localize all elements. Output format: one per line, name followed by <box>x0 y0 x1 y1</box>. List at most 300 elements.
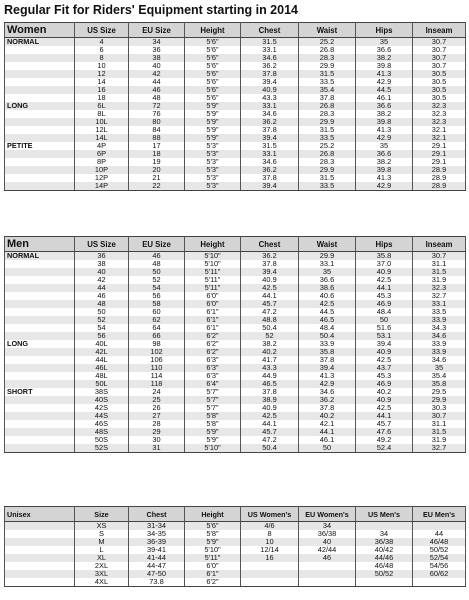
table-cell: 54 <box>75 324 129 332</box>
table-cell: 84 <box>129 126 185 134</box>
fit-group-label <box>5 380 75 388</box>
table-cell: 46 <box>129 86 185 94</box>
fit-group-label <box>5 110 75 118</box>
table-cell: 36 <box>129 46 185 54</box>
table-cell: 29.5 <box>413 388 466 396</box>
table-cell: 36 <box>75 252 129 261</box>
table-cell: 5'11" <box>185 268 241 276</box>
table-cell: 5'3" <box>185 182 241 191</box>
fit-group-label <box>5 94 75 102</box>
table-cell: 26.8 <box>299 46 356 54</box>
column-header: US Size <box>75 237 129 252</box>
table-cell: 5'10" <box>185 260 241 268</box>
table-cell: 31-34 <box>129 522 185 531</box>
table-cell: 114 <box>129 372 185 380</box>
table-row <box>5 110 466 118</box>
table-cell: 29.1 <box>413 142 466 150</box>
table-cell: 12L <box>75 126 129 134</box>
fit-group-label <box>5 308 75 316</box>
table-cell: 36.6 <box>356 46 413 54</box>
table-cell: 38.2 <box>356 54 413 62</box>
table-cell: 44.5 <box>299 308 356 316</box>
table-cell: 106 <box>129 356 185 364</box>
table-cell: 34 <box>129 38 185 47</box>
table-cell: 52.4 <box>356 444 413 453</box>
table-cell: 31.1 <box>413 420 466 428</box>
table-cell: 45.7 <box>356 420 413 428</box>
table-cell: 40 <box>129 62 185 70</box>
table-cell: 33.1 <box>299 260 356 268</box>
table-cell: 30.7 <box>413 46 466 54</box>
table-row <box>5 578 466 587</box>
table-cell: 4P <box>75 142 129 150</box>
table-cell: 48 <box>129 260 185 268</box>
table-cell: 38 <box>129 54 185 62</box>
table-cell: 38.2 <box>356 158 413 166</box>
table-cell: 34.3 <box>413 324 466 332</box>
table-row <box>5 348 466 356</box>
fit-group-label <box>5 436 75 444</box>
table-cell: 5'6" <box>185 86 241 94</box>
table-cell: 5'11" <box>185 554 241 562</box>
table-cell: 40.9 <box>241 276 299 284</box>
fit-group-label <box>5 70 75 78</box>
table-cell: 30.5 <box>413 70 466 78</box>
table-cell: 35 <box>413 364 466 372</box>
table-row <box>5 324 466 332</box>
table-row <box>5 308 466 316</box>
column-header: US Men's <box>356 507 413 522</box>
fit-group-label <box>5 554 75 562</box>
table-cell: 98 <box>129 340 185 348</box>
table-cell: 34-35 <box>129 530 185 538</box>
table-cell: 38 <box>75 260 129 268</box>
table-cell: 44 <box>129 78 185 86</box>
fit-group-label <box>5 126 75 134</box>
table-cell: 80 <box>129 118 185 126</box>
table-cell: 6P <box>75 150 129 158</box>
table-cell: 42.5 <box>356 356 413 364</box>
table-cell: 31.9 <box>413 276 466 284</box>
table-cell: 45.3 <box>356 372 413 380</box>
table-cell: 21 <box>129 174 185 182</box>
table-cell: 33.1 <box>241 102 299 110</box>
table-cell: 5'9" <box>185 134 241 142</box>
table-cell: 5'10" <box>185 546 241 554</box>
table-cell: 6'2" <box>185 578 241 587</box>
table-cell: 36.6 <box>299 276 356 284</box>
table-cell: 110 <box>129 364 185 372</box>
table-row <box>5 546 466 554</box>
table-cell: 5'3" <box>185 142 241 150</box>
table-cell: 40/42 <box>356 546 413 554</box>
table-row <box>5 78 466 86</box>
table-cell: 5'9" <box>185 436 241 444</box>
table-cell: 39.8 <box>356 62 413 70</box>
table-cell: 42 <box>75 276 129 284</box>
table-row <box>5 252 466 261</box>
table-header-row <box>5 507 466 522</box>
section-title: Women <box>5 23 75 38</box>
fit-group-label <box>5 316 75 324</box>
table-cell: 42.5 <box>241 284 299 292</box>
table-cell: 6'3" <box>185 372 241 380</box>
table-cell: 5'6" <box>185 38 241 47</box>
table-cell: 5'8" <box>185 420 241 428</box>
fit-group-label <box>5 428 75 436</box>
table-cell: 5'9" <box>185 428 241 436</box>
table-cell: 46.9 <box>356 300 413 308</box>
table-cell: 14P <box>75 182 129 191</box>
table-cell: 50 <box>75 308 129 316</box>
table-cell: 37.8 <box>241 260 299 268</box>
table-cell: 5'3" <box>185 158 241 166</box>
fit-group-label <box>5 284 75 292</box>
table-cell: 30.7 <box>413 38 466 47</box>
table-cell: 36.2 <box>241 252 299 261</box>
table-row <box>5 380 466 388</box>
table-cell: 40.9 <box>241 404 299 412</box>
table-cell: 50 <box>356 316 413 324</box>
table-cell: 44S <box>75 412 129 420</box>
fit-group-label <box>5 182 75 191</box>
table-cell: 53.1 <box>356 332 413 340</box>
table-cell: 5'7" <box>185 404 241 412</box>
table-row <box>5 54 466 62</box>
table-cell: 54 <box>129 284 185 292</box>
table-cell: 33.5 <box>299 182 356 191</box>
table-cell: 88 <box>129 134 185 142</box>
table-header-row <box>5 23 466 38</box>
table-cell: 46 <box>299 554 356 562</box>
table-cell: 38.2 <box>356 110 413 118</box>
table-cell: 60/62 <box>413 570 466 578</box>
table-cell: 43.3 <box>241 94 299 102</box>
section-title: Unisex <box>5 507 75 522</box>
table-cell: 39.8 <box>356 166 413 174</box>
table-cell: 42.9 <box>356 78 413 86</box>
table-cell: 5'7" <box>185 396 241 404</box>
table-cell: 51.6 <box>356 324 413 332</box>
table-row <box>5 444 466 453</box>
table-cell: 50.4 <box>241 324 299 332</box>
fit-group-label <box>5 570 75 578</box>
fit-group-label <box>5 396 75 404</box>
column-header: Height <box>185 507 241 522</box>
table-cell: 40.2 <box>299 412 356 420</box>
table-cell: 6'1" <box>185 308 241 316</box>
table-cell: 14L <box>75 134 129 142</box>
table-cell: 12 <box>75 70 129 78</box>
table-cell: 47.2 <box>241 308 299 316</box>
table-cell: 34 <box>356 530 413 538</box>
table-cell: 12P <box>75 174 129 182</box>
table-cell: 10 <box>241 538 299 546</box>
table-cell: 39.4 <box>241 78 299 86</box>
fit-group-label: LONG <box>5 340 75 348</box>
table-cell: 42S <box>75 404 129 412</box>
table-cell: 40.9 <box>356 348 413 356</box>
table-cell: 5'9" <box>185 126 241 134</box>
column-header: Inseam <box>413 237 466 252</box>
table-row <box>5 396 466 404</box>
table-cell: 54/56 <box>413 562 466 570</box>
table-cell: 39.4 <box>356 340 413 348</box>
table-cell: 35.4 <box>299 86 356 94</box>
table-cell: 37.8 <box>241 70 299 78</box>
table-row <box>5 428 466 436</box>
table-cell: 28.3 <box>299 110 356 118</box>
column-header: Chest <box>241 23 299 38</box>
table-cell: 41.3 <box>356 70 413 78</box>
table-cell: 14 <box>75 78 129 86</box>
table-cell: 5'8" <box>185 530 241 538</box>
table-cell: 35.8 <box>413 380 466 388</box>
table-cell: 24 <box>129 388 185 396</box>
table-cell: 42.5 <box>356 276 413 284</box>
table-cell: 34.6 <box>413 356 466 364</box>
table-cell: 44.1 <box>241 292 299 300</box>
table-cell: 5'11" <box>185 276 241 284</box>
table-cell: 46 <box>75 292 129 300</box>
table-cell: 30.7 <box>413 412 466 420</box>
table-cell: 28.3 <box>299 158 356 166</box>
table-cell: 46.1 <box>299 436 356 444</box>
table-cell: 5'11" <box>185 284 241 292</box>
table-cell: 10P <box>75 166 129 174</box>
table-cell: 46.5 <box>299 316 356 324</box>
table-cell: 44/46 <box>356 554 413 562</box>
table-row <box>5 134 466 142</box>
table-cell: 16 <box>241 554 299 562</box>
table-cell: 40.2 <box>241 348 299 356</box>
table-cell: 16 <box>75 86 129 94</box>
table-cell: 5'10" <box>185 444 241 453</box>
table-cell: 33.9 <box>413 348 466 356</box>
table-cell <box>356 522 413 531</box>
table-cell: 28.9 <box>413 182 466 191</box>
fit-group-label <box>5 420 75 428</box>
table-cell: 48S <box>75 428 129 436</box>
fit-group-label: LONG <box>5 102 75 110</box>
fit-group-label <box>5 538 75 546</box>
table-cell <box>413 578 466 587</box>
table-cell: 6'1" <box>185 324 241 332</box>
table-cell: 45.7 <box>241 428 299 436</box>
table-cell: 60 <box>129 308 185 316</box>
fit-group-label <box>5 364 75 372</box>
section-title: Men <box>5 237 75 252</box>
table-cell <box>241 578 299 587</box>
table-cell: 5'6" <box>185 522 241 531</box>
table-cell: 40.2 <box>356 388 413 396</box>
table-cell: 44L <box>75 356 129 364</box>
fit-group-label <box>5 578 75 587</box>
column-header: EU Size <box>129 237 185 252</box>
table-cell: 42.9 <box>356 134 413 142</box>
table-row <box>5 332 466 340</box>
fit-group-label <box>5 324 75 332</box>
table-cell: 52/54 <box>413 554 466 562</box>
table-cell: 48 <box>75 300 129 308</box>
table-cell: 31.5 <box>413 268 466 276</box>
table-cell: 26.8 <box>299 102 356 110</box>
table-cell: 38S <box>75 388 129 396</box>
column-header: Height <box>185 23 241 38</box>
table-cell: 33.1 <box>241 46 299 54</box>
table-cell: 72 <box>129 102 185 110</box>
column-header: Waist <box>299 23 356 38</box>
table-cell: 35.4 <box>413 372 466 380</box>
table-cell: 6L <box>75 102 129 110</box>
table-cell: 42.5 <box>299 300 356 308</box>
table-cell: 46/48 <box>356 562 413 570</box>
table-cell: 35 <box>356 142 413 150</box>
table-cell: 36/38 <box>299 530 356 538</box>
table-cell: 29.9 <box>299 62 356 70</box>
table-cell: 102 <box>129 348 185 356</box>
table-cell: 6'0" <box>185 300 241 308</box>
table-cell: 41.3 <box>299 372 356 380</box>
table-cell: 42L <box>75 348 129 356</box>
table-cell: 30.5 <box>413 86 466 94</box>
fit-group-label <box>5 332 75 340</box>
table-cell: 5'3" <box>185 166 241 174</box>
table-cell: 6 <box>75 46 129 54</box>
table-cell: 32.3 <box>413 102 466 110</box>
table-cell: 33.9 <box>413 316 466 324</box>
table-cell: 42 <box>129 70 185 78</box>
table-cell: 33.5 <box>299 134 356 142</box>
table-row <box>5 412 466 420</box>
table-cell: 46.1 <box>356 94 413 102</box>
table-cell: 39.4 <box>241 182 299 191</box>
table-row <box>5 420 466 428</box>
table-cell <box>299 570 356 578</box>
table-cell: 45.7 <box>241 300 299 308</box>
table-cell: 42.5 <box>241 412 299 420</box>
table-cell: 28.9 <box>413 166 466 174</box>
table-cell: 10L <box>75 118 129 126</box>
table-cell: 37.8 <box>299 356 356 364</box>
table-cell: 8P <box>75 158 129 166</box>
table-cell <box>356 578 413 587</box>
fit-group-label <box>5 404 75 412</box>
table-cell: 6'0" <box>185 562 241 570</box>
table-cell: 35 <box>356 38 413 47</box>
table-cell: 36.2 <box>299 396 356 404</box>
table-cell: 38.6 <box>299 284 356 292</box>
table-cell: 50/52 <box>413 546 466 554</box>
table-row <box>5 364 466 372</box>
table-cell: 48 <box>129 94 185 102</box>
fit-group-label <box>5 158 75 166</box>
table-cell: 41.7 <box>241 356 299 364</box>
table-cell: 46L <box>75 364 129 372</box>
fit-group-label <box>5 134 75 142</box>
table-cell: 29.9 <box>413 396 466 404</box>
table-cell: 50S <box>75 436 129 444</box>
table-cell: 5'6" <box>185 70 241 78</box>
table-cell: 47.2 <box>241 436 299 444</box>
table-row <box>5 38 466 47</box>
table-cell: 42.1 <box>299 420 356 428</box>
table-cell: 34.6 <box>413 332 466 340</box>
table-cell: 37.8 <box>299 404 356 412</box>
table-cell: 118 <box>129 380 185 388</box>
table-cell: 46/48 <box>413 538 466 546</box>
table-cell: 39.4 <box>299 364 356 372</box>
table-cell: 8L <box>75 110 129 118</box>
fit-group-label <box>5 444 75 453</box>
table-cell: 28 <box>129 420 185 428</box>
table-cell: 5'3" <box>185 174 241 182</box>
fit-group-label <box>5 78 75 86</box>
column-header: US Size <box>75 23 129 38</box>
column-header: US Women's <box>241 507 299 522</box>
table-cell: 41-44 <box>129 554 185 562</box>
table-cell: 42.9 <box>299 380 356 388</box>
table-row <box>5 166 466 174</box>
table-cell: 27 <box>129 412 185 420</box>
table-cell: 5'7" <box>185 388 241 396</box>
table-cell: 50.4 <box>241 444 299 453</box>
table-row <box>5 70 466 78</box>
table-cell: 44.1 <box>356 284 413 292</box>
table-cell: 49.2 <box>356 436 413 444</box>
table-cell: 30 <box>129 436 185 444</box>
column-header: Inseam <box>413 23 466 38</box>
table-cell: 39.8 <box>356 118 413 126</box>
table-cell: 44-47 <box>129 562 185 570</box>
table-cell: 29.9 <box>299 166 356 174</box>
table-cell: 5'3" <box>185 150 241 158</box>
table-row <box>5 94 466 102</box>
column-header: EU Size <box>129 23 185 38</box>
fit-group-label <box>5 372 75 380</box>
fit-group-label <box>5 268 75 276</box>
column-header: Chest <box>129 507 185 522</box>
table-cell: 5'9" <box>185 102 241 110</box>
fit-group-label <box>5 46 75 54</box>
column-header: EU Women's <box>299 507 356 522</box>
table-cell: 46.5 <box>241 380 299 388</box>
table-cell: 29.9 <box>299 118 356 126</box>
table-cell: 46S <box>75 420 129 428</box>
table-cell: 19 <box>129 158 185 166</box>
table-cell: 29.9 <box>299 252 356 261</box>
table-cell: 32.7 <box>413 444 466 453</box>
table-cell: 34.6 <box>299 388 356 396</box>
table-cell: 44.5 <box>356 86 413 94</box>
table-cell: M <box>75 538 129 546</box>
table-cell: 52 <box>129 276 185 284</box>
table-cell: 33.1 <box>241 150 299 158</box>
column-header: Hips <box>356 237 413 252</box>
table-row <box>5 562 466 570</box>
fit-group-label <box>5 260 75 268</box>
fit-group-label <box>5 174 75 182</box>
table-cell: 5'6" <box>185 62 241 70</box>
table-row <box>5 530 466 538</box>
fit-group-label: SHORT <box>5 388 75 396</box>
column-header: EU Men's <box>413 507 466 522</box>
table-cell: 47-50 <box>129 570 185 578</box>
table-cell: 6'3" <box>185 356 241 364</box>
table-cell: 35 <box>299 268 356 276</box>
table-cell <box>241 570 299 578</box>
fit-group-label: PETITE <box>5 142 75 150</box>
